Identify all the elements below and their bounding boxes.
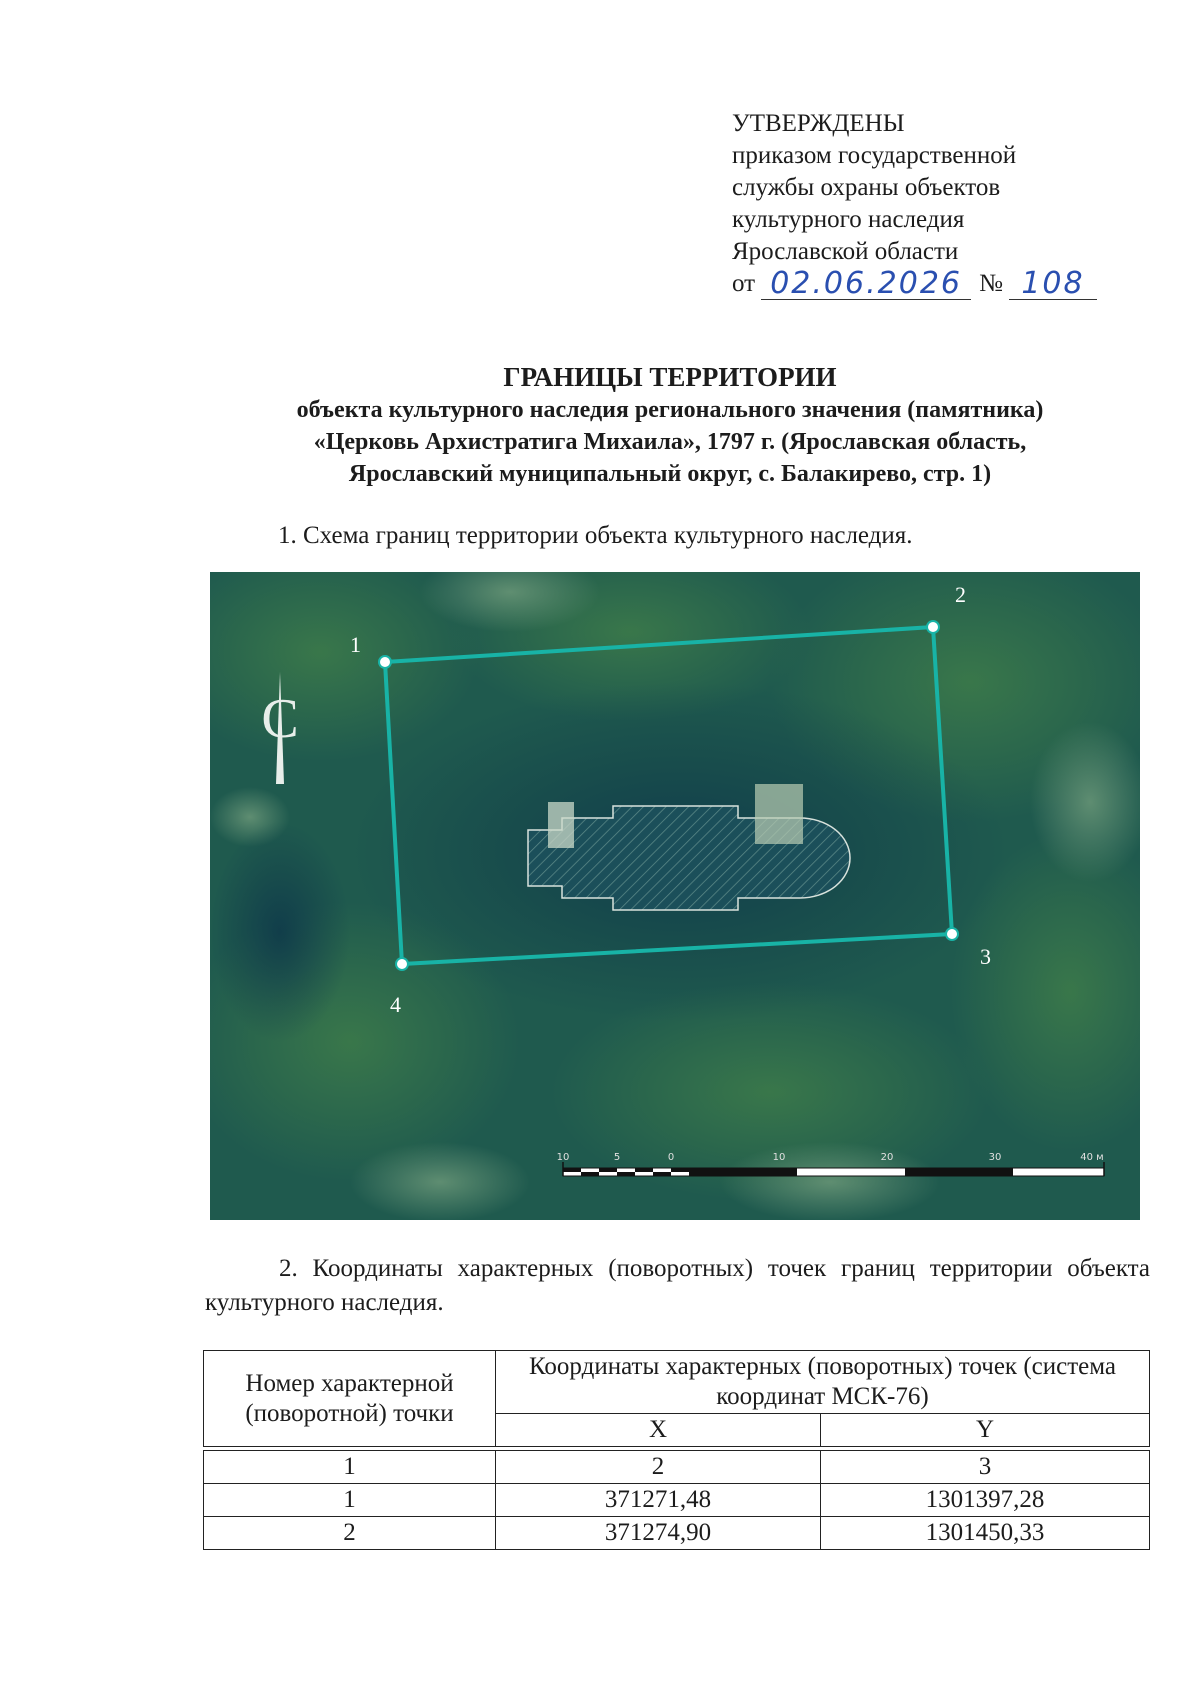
- header-coordinates-group: Координаты характерных (поворотных) точек (система координат МСК-76): [496, 1351, 1150, 1414]
- approval-line: приказом государственной: [732, 142, 1017, 169]
- approval-line: службы охраны объектов: [732, 174, 1001, 201]
- north-symbol: С: [261, 688, 299, 750]
- header-x: X: [496, 1414, 821, 1447]
- cell-y: 1301397,28: [821, 1484, 1150, 1517]
- cell-y: 1301450,33: [821, 1517, 1150, 1550]
- scale-label: 30: [988, 1152, 1002, 1163]
- document-title: [190, 360, 1150, 490]
- cell-point: 2: [204, 1517, 496, 1550]
- boundary-point-marker: [396, 958, 408, 970]
- satellite-map-svg: [210, 572, 1140, 1220]
- section-2-heading: 2. Координаты характерных (поворотных) точек границ территории объекта культурного наследия.: [205, 1255, 1150, 1316]
- approval-date-row: [732, 268, 1097, 300]
- date-prefix: от: [732, 270, 756, 297]
- cell-x: 371274,90: [496, 1517, 821, 1550]
- boundary-point-marker: [927, 621, 939, 633]
- boundary-point-label: 2: [955, 582, 966, 607]
- scale-label: 20: [880, 1152, 894, 1163]
- boundary-map: [210, 572, 1140, 1220]
- handwritten-number: 108: [1009, 269, 1097, 300]
- approval-heading: УТВЕРЖДЕНЫ: [732, 110, 905, 137]
- scale-label: 40 м: [1080, 1152, 1104, 1163]
- boundary-point-label: 3: [980, 944, 991, 969]
- numbering-cell: 1: [204, 1451, 496, 1484]
- map-shadow-patch: [210, 822, 350, 1042]
- map-light-patch: [350, 1142, 530, 1220]
- approval-line: культурного наследия: [732, 206, 965, 233]
- object-bright-spot: [548, 802, 574, 848]
- title-sub-line: Ярославский муниципальный округ, с. Балакирево, стр. 1): [348, 461, 992, 487]
- numbering-cell: 2: [496, 1451, 821, 1484]
- header-point-number: Номер характерной (поворотной) точки: [204, 1351, 496, 1447]
- coordinates-table: [203, 1350, 1150, 1550]
- table-row: [204, 1517, 1150, 1550]
- approval-line: Ярославской области: [732, 238, 959, 265]
- handwritten-date: 02.06.2026: [761, 269, 971, 300]
- cell-x: 371271,48: [496, 1484, 821, 1517]
- boundary-point-label: 4: [390, 992, 401, 1017]
- table-row: [204, 1484, 1150, 1517]
- boundary-point-marker: [379, 656, 391, 668]
- title-main: ГРАНИЦЫ ТЕРРИТОРИИ: [503, 362, 837, 392]
- scale-label: 10: [556, 1152, 570, 1163]
- boundary-point-label: 1: [350, 632, 361, 657]
- scale-label: 5: [613, 1152, 621, 1163]
- map-light-patch: [720, 1142, 940, 1220]
- header-y: Y: [821, 1414, 1150, 1447]
- title-sub-line: объекта культурного наследия регионального значения (памятника): [296, 397, 1044, 423]
- object-bright-spot: [755, 784, 803, 844]
- table-header-row: [204, 1351, 1150, 1414]
- cell-point: 1: [204, 1484, 496, 1517]
- title-sub-line: «Церковь Архистратига Михаила», 1797 г. (Ярославская область,: [313, 429, 1027, 455]
- approval-block: [732, 108, 1097, 300]
- scale-label: 0: [667, 1152, 675, 1163]
- table-numbering-row: [204, 1451, 1150, 1484]
- scale-label: 10: [772, 1152, 786, 1163]
- boundary-point-marker: [946, 928, 958, 940]
- numbering-cell: 3: [821, 1451, 1150, 1484]
- number-label: №: [979, 270, 1003, 297]
- section-1-heading: 1. Схема границ территории объекта культурного наследия.: [278, 522, 913, 549]
